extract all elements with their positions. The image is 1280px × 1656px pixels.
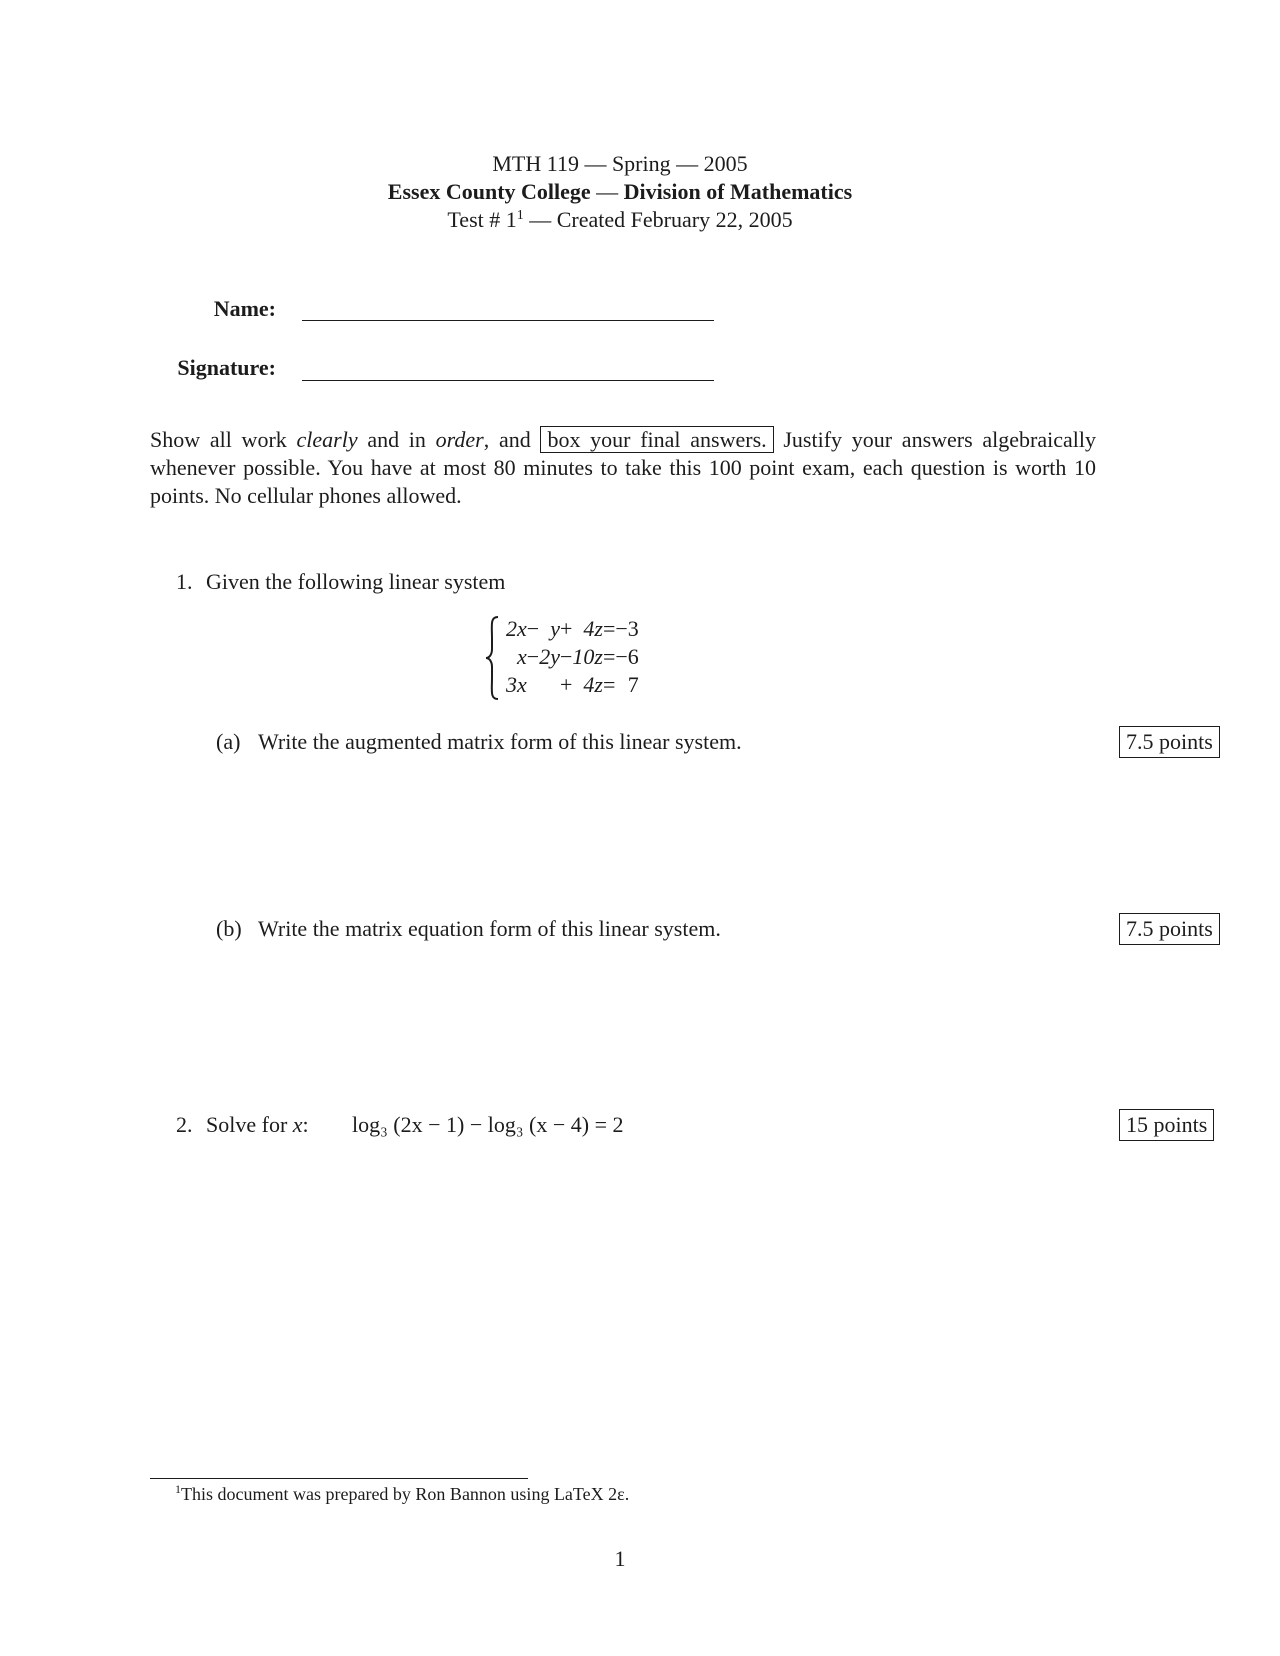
- sys-r1-op1: −: [526, 616, 540, 641]
- sys-r3-rhs: 7: [627, 672, 639, 697]
- q2-variable: x: [292, 1112, 303, 1137]
- instr-boxed: box your final answers.: [540, 426, 773, 453]
- q1-number: 1.: [176, 569, 193, 594]
- q1a-points-badge: 7.5 points: [1119, 726, 1220, 758]
- q2-number: 2.: [176, 1112, 193, 1137]
- sys-r1-rhs: −3: [615, 616, 639, 641]
- college-separator: —: [596, 179, 619, 204]
- q1-prompt: Given the following linear system: [206, 569, 506, 594]
- system-row: [506, 671, 639, 699]
- sys-r2-rhs: −6: [615, 644, 639, 669]
- sys-r2-op2: −: [559, 644, 573, 669]
- system-table: [506, 615, 639, 699]
- instr-order: order: [435, 427, 484, 452]
- sys-r2-op1: −: [526, 644, 540, 669]
- q2-equation: log₃ (2x − 1) − log₃ (x − 4) = 2: [352, 1112, 624, 1137]
- instr-text-4: Justify your answers algebraically whenever possible. You have at most 80 minutes to take this 100 point exam, each question is worth 10 points. No cellular phones allowed.: [150, 427, 1097, 508]
- course-line: MTH 119 — Spring — 2005: [492, 151, 748, 176]
- q1a-text: Write the augmented matrix form of this linear system.: [258, 729, 742, 754]
- instr-text-1: Show all work: [150, 427, 297, 452]
- sys-r1-x: 2x: [506, 616, 527, 641]
- footnote: [175, 1482, 629, 1506]
- q1a-label: (a): [216, 729, 241, 754]
- signature-label: Signature:: [177, 355, 276, 380]
- instr-clearly: clearly: [296, 427, 358, 452]
- system-row: [506, 615, 639, 643]
- sys-r3-op2: +: [559, 672, 573, 697]
- q1b-text: Write the matrix equation form of this linear system.: [258, 916, 721, 941]
- college-line: [0, 178, 1240, 206]
- footnote-mark: 1: [175, 1482, 181, 1496]
- college-name: Essex County College: [387, 179, 591, 204]
- test-number: Test # 1: [447, 207, 517, 232]
- instr-text-2: and in: [357, 427, 436, 452]
- left-brace-icon: [484, 615, 500, 701]
- q1b-label: (b): [216, 916, 242, 941]
- footnote-ref: 1: [516, 208, 524, 223]
- q2-points-badge: 15 points: [1119, 1109, 1214, 1141]
- sys-r3-y: [539, 671, 560, 699]
- q2-prompt: [206, 1111, 309, 1139]
- system-row: [506, 643, 639, 671]
- name-line[interactable]: [302, 320, 714, 321]
- page-number: 1: [614, 1546, 626, 1571]
- sys-r1-op2: +: [559, 616, 573, 641]
- name-label: Name:: [213, 296, 276, 321]
- sys-r3-eq: =: [602, 672, 616, 697]
- sys-r1-eq: =: [602, 616, 616, 641]
- q1b-points-badge: 7.5 points: [1119, 913, 1220, 945]
- signature-line[interactable]: [302, 380, 714, 381]
- instructions: [150, 426, 1096, 510]
- created-date: — Created February 22, 2005: [529, 207, 793, 232]
- sys-r1-y: y: [550, 616, 560, 641]
- division-name: Division of Mathematics: [623, 179, 853, 204]
- q2-colon: :: [302, 1112, 309, 1137]
- sys-r2-z: 10z: [572, 644, 603, 669]
- test-line: [0, 206, 1240, 234]
- sys-r1-z: 4z: [583, 616, 603, 641]
- sys-r3-x: 3x: [506, 672, 527, 697]
- sys-r3-z: 4z: [583, 672, 603, 697]
- q2-prompt-text: Solve for: [206, 1112, 293, 1137]
- sys-r2-x: x: [517, 644, 527, 669]
- footnote-text: This document was prepared by Ron Bannon using LaTeX 2ε.: [181, 1484, 630, 1504]
- sys-r3-op1: [527, 671, 539, 699]
- footnote-rule: [150, 1478, 528, 1479]
- sys-r2-y: 2y: [539, 644, 560, 669]
- instr-text-3: , and: [483, 427, 541, 452]
- sys-r2-eq: =: [602, 644, 616, 669]
